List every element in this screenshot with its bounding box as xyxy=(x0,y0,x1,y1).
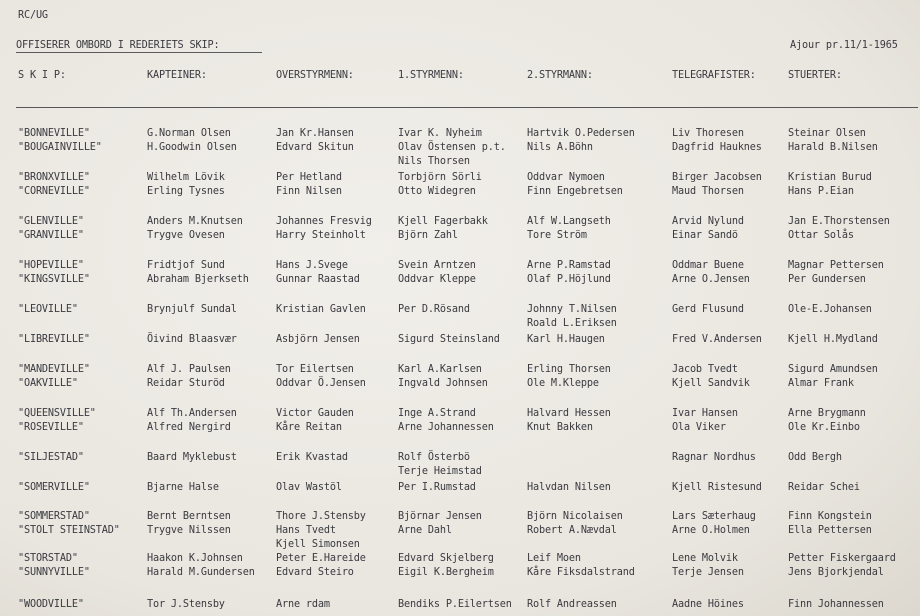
roster-row xyxy=(0,274,920,286)
roster-row xyxy=(0,553,920,565)
ship-cell: "HOPEVILLE" xyxy=(18,260,84,271)
first-mate-cell: Björn Zahl xyxy=(398,230,458,241)
ship-cell: "ROSEVILLE" xyxy=(18,422,84,433)
roster-row xyxy=(0,216,920,228)
ship-cell: "QUEENSVILLE" xyxy=(18,408,96,419)
header-first-mates: 1.STYRMENN: xyxy=(398,70,464,81)
radio-officer-cell: Terje Jensen xyxy=(672,567,744,578)
second-mate-cell: Erling Thorsen xyxy=(527,364,611,375)
ship-cell: "SOMMERSTAD" xyxy=(18,511,90,522)
roster-row xyxy=(0,128,920,140)
header-radio-officers: TELEGRAFISTER: xyxy=(672,70,756,81)
captain-cell: Alf J. Paulsen xyxy=(147,364,231,375)
radio-officer-cell: Lars Sæterhaug xyxy=(672,511,756,522)
radio-officer-cell: Oddmar Buene xyxy=(672,260,744,271)
ship-cell: "LEOVILLE" xyxy=(18,304,78,315)
roster-row xyxy=(0,186,920,198)
radio-officer-cell: Lene Molvik xyxy=(672,553,738,564)
chief-officer-cell: Olav Wastöl xyxy=(276,482,342,493)
header-captains: KAPTEINER: xyxy=(147,70,207,81)
radio-officer-cell: Arvid Nylund xyxy=(672,216,744,227)
steward-cell: Hans P.Eian xyxy=(788,186,854,197)
captain-cell: Harald M.Gundersen xyxy=(147,567,255,578)
chief-officer-cell: Kristian Gavlen xyxy=(276,304,366,315)
ship-cell: "MANDEVILLE" xyxy=(18,364,90,375)
chief-officer-cell: Kjell Simonsen xyxy=(276,539,360,550)
chief-officer-cell: Tor Eilertsen xyxy=(276,364,354,375)
roster-row xyxy=(0,230,920,242)
first-mate-cell: Terje Heimstad xyxy=(398,466,482,477)
captain-cell: Alf Th.Andersen xyxy=(147,408,237,419)
second-mate-cell: Halvard Hessen xyxy=(527,408,611,419)
roster-row xyxy=(0,539,920,551)
radio-officer-cell: Fred V.Andersen xyxy=(672,334,762,345)
second-mate-cell: Rolf Andreassen xyxy=(527,599,617,610)
chief-officer-cell: Hans Tvedt xyxy=(276,525,336,536)
ship-cell: "BOUGAINVILLE" xyxy=(18,142,102,153)
steward-cell: Harald B.Nilsen xyxy=(788,142,878,153)
first-mate-cell: Björnar Jensen xyxy=(398,511,482,522)
first-mate-cell: Svein Arntzen xyxy=(398,260,476,271)
ship-cell: "BONNEVILLE" xyxy=(18,128,90,139)
roster-row xyxy=(0,334,920,346)
roster-row xyxy=(0,567,920,579)
roster-row xyxy=(0,422,920,434)
first-mate-cell: Ingvald Johnsen xyxy=(398,378,488,389)
first-mate-cell: Arne Dahl xyxy=(398,525,452,536)
roster-row xyxy=(0,304,920,316)
second-mate-cell: Olaf P.Höjlund xyxy=(527,274,611,285)
steward-cell: Finn Kongstein xyxy=(788,511,872,522)
captain-cell: Tor J.Stensby xyxy=(147,599,225,610)
first-mate-cell: Eigil K.Bergheim xyxy=(398,567,494,578)
header-second-mates: 2.STYRMANN: xyxy=(527,70,593,81)
captain-cell: Anders M.Knutsen xyxy=(147,216,243,227)
radio-officer-cell: Arne O.Holmen xyxy=(672,525,750,536)
chief-officer-cell: Edvard Skitun xyxy=(276,142,354,153)
second-mate-cell: Finn Engebretsen xyxy=(527,186,623,197)
ship-cell: "SOMERVILLE" xyxy=(18,482,90,493)
radio-officer-cell: Kjell Ristesund xyxy=(672,482,762,493)
ship-cell: "STOLT STEINSTAD" xyxy=(18,525,120,536)
chief-officer-cell: Jan Kr.Hansen xyxy=(276,128,354,139)
steward-cell: Ella Pettersen xyxy=(788,525,872,536)
chief-officer-cell: Harry Steinholt xyxy=(276,230,366,241)
captain-cell: H.Goodwin Olsen xyxy=(147,142,237,153)
roster-row xyxy=(0,452,920,464)
first-mate-cell: Rolf Österbö xyxy=(398,452,470,463)
chief-officer-cell: Erik Kvastad xyxy=(276,452,348,463)
second-mate-cell: Ole M.Kleppe xyxy=(527,378,599,389)
chief-officer-cell: Hans J.Svege xyxy=(276,260,348,271)
document-title: OFFISERER OMBORD I REDERIETS SKIP: xyxy=(16,40,220,51)
chief-officer-cell: Victor Gauden xyxy=(276,408,354,419)
ship-cell: "SILJESTAD" xyxy=(18,452,84,463)
radio-officer-cell: Liv Thoresen xyxy=(672,128,744,139)
first-mate-cell: Nils Thorsen xyxy=(398,156,470,167)
chief-officer-cell: Arne rdam xyxy=(276,599,330,610)
captain-cell: Öivind Blaasvær xyxy=(147,334,237,345)
radio-officer-cell: Gerd Flusund xyxy=(672,304,744,315)
second-mate-cell: Karl H.Haugen xyxy=(527,334,605,345)
first-mate-cell: Torbjörn Sörli xyxy=(398,172,482,183)
ship-cell: "GLENVILLE" xyxy=(18,216,84,227)
captain-cell: Bjarne Halse xyxy=(147,482,219,493)
radio-officer-cell: Einar Sandö xyxy=(672,230,738,241)
column-headers xyxy=(0,70,920,82)
roster-row xyxy=(0,511,920,523)
captain-cell: Bernt Berntsen xyxy=(147,511,231,522)
first-mate-cell: Edvard Skjelberg xyxy=(398,553,494,564)
title-underline xyxy=(16,52,262,53)
ship-cell: "WOODVILLE" xyxy=(18,599,84,610)
chief-officer-cell: Kåre Reitan xyxy=(276,422,342,433)
chief-officer-cell: Oddvar Ö.Jensen xyxy=(276,378,366,389)
radio-officer-cell: Ola Viker xyxy=(672,422,726,433)
steward-cell: Almar Frank xyxy=(788,378,854,389)
steward-cell: Per Gundersen xyxy=(788,274,866,285)
captain-cell: G.Norman Olsen xyxy=(147,128,231,139)
first-mate-cell: Per I.Rumstad xyxy=(398,482,476,493)
chief-officer-cell: Peter E.Hareide xyxy=(276,553,366,564)
steward-cell: Reidar Schei xyxy=(788,482,860,493)
captain-cell: Alfred Nergird xyxy=(147,422,231,433)
ship-cell: "CORNEVILLE" xyxy=(18,186,90,197)
captain-cell: Trygve Ovesen xyxy=(147,230,225,241)
roster-row xyxy=(0,318,920,330)
chief-officer-cell: Asbjörn Jensen xyxy=(276,334,360,345)
steward-cell: Sigurd Amundsen xyxy=(788,364,878,375)
ship-cell: "OAKVILLE" xyxy=(18,378,78,389)
first-mate-cell: Oddvar Kleppe xyxy=(398,274,476,285)
steward-cell: Finn Johannessen xyxy=(788,599,884,610)
second-mate-cell: Björn Nicolaisen xyxy=(527,511,623,522)
ship-cell: "KINGSVILLE" xyxy=(18,274,90,285)
first-mate-cell: Karl A.Karlsen xyxy=(398,364,482,375)
ship-cell: "STORSTAD" xyxy=(18,553,78,564)
captain-cell: Abraham Bjerkseth xyxy=(147,274,249,285)
ship-cell: "SUNNYVILLE" xyxy=(18,567,90,578)
radio-officer-cell: Birger Jacobsen xyxy=(672,172,762,183)
second-mate-cell: Oddvar Nymoen xyxy=(527,172,605,183)
ship-cell: "BRONXVILLE" xyxy=(18,172,90,183)
second-mate-cell: Roald L.Eriksen xyxy=(527,318,617,329)
header-ship: S K I P: xyxy=(18,70,66,81)
first-mate-cell: Arne Johannessen xyxy=(398,422,494,433)
second-mate-cell: Hartvik O.Pedersen xyxy=(527,128,635,139)
steward-cell: Jens Bjorkjendal xyxy=(788,567,884,578)
captain-cell: Baard Myklebust xyxy=(147,452,237,463)
radio-officer-cell: Ivar Hansen xyxy=(672,408,738,419)
chief-officer-cell: Edvard Steiro xyxy=(276,567,354,578)
chief-officer-cell: Thore J.Stensby xyxy=(276,511,366,522)
second-mate-cell: Arne P.Ramstad xyxy=(527,260,611,271)
captain-cell: Reidar Sturöd xyxy=(147,378,225,389)
reference-code: RC/UG xyxy=(18,10,48,21)
second-mate-cell: Johnny T.Nilsen xyxy=(527,304,617,315)
radio-officer-cell: Aadne Höines xyxy=(672,599,744,610)
second-mate-cell: Robert A.Nævdal xyxy=(527,525,617,536)
radio-officer-cell: Arne O.Jensen xyxy=(672,274,750,285)
steward-cell: Arne Brygmann xyxy=(788,408,866,419)
roster-row xyxy=(0,364,920,376)
header-divider xyxy=(16,107,918,108)
captain-cell: Erling Tysnes xyxy=(147,186,225,197)
steward-cell: Magnar Pettersen xyxy=(788,260,884,271)
steward-cell: Ottar Solås xyxy=(788,230,854,241)
roster-row xyxy=(0,156,920,168)
captain-cell: Haakon K.Johnsen xyxy=(147,553,243,564)
header-stewards: STUERTER: xyxy=(788,70,842,81)
roster-row xyxy=(0,599,920,611)
first-mate-cell: Ivar K. Nyheim xyxy=(398,128,482,139)
updated-date: Ajour pr.11/1-1965 xyxy=(790,40,898,51)
roster-row xyxy=(0,408,920,420)
captain-cell: Wilhelm Lövik xyxy=(147,172,225,183)
roster-row xyxy=(0,482,920,494)
first-mate-cell: Otto Widegren xyxy=(398,186,476,197)
chief-officer-cell: Gunnar Raastad xyxy=(276,274,360,285)
chief-officer-cell: Finn Nilsen xyxy=(276,186,342,197)
captain-cell: Fridtjof Sund xyxy=(147,260,225,271)
first-mate-cell: Per D.Rösand xyxy=(398,304,470,315)
first-mate-cell: Sigurd Steinsland xyxy=(398,334,500,345)
steward-cell: Ole-E.Johansen xyxy=(788,304,872,315)
second-mate-cell: Halvdan Nilsen xyxy=(527,482,611,493)
chief-officer-cell: Per Hetland xyxy=(276,172,342,183)
second-mate-cell: Alf W.Langseth xyxy=(527,216,611,227)
radio-officer-cell: Dagfrid Hauknes xyxy=(672,142,762,153)
second-mate-cell: Tore Ström xyxy=(527,230,587,241)
roster-row xyxy=(0,260,920,272)
steward-cell: Ole Kr.Einbo xyxy=(788,422,860,433)
steward-cell: Kjell H.Mydland xyxy=(788,334,878,345)
second-mate-cell: Leif Moen xyxy=(527,553,581,564)
steward-cell: Odd Bergh xyxy=(788,452,842,463)
captain-cell: Brynjulf Sundal xyxy=(147,304,237,315)
first-mate-cell: Inge A.Strand xyxy=(398,408,476,419)
roster-row xyxy=(0,172,920,184)
steward-cell: Steinar Olsen xyxy=(788,128,866,139)
radio-officer-cell: Maud Thorsen xyxy=(672,186,744,197)
first-mate-cell: Kjell Fagerbakk xyxy=(398,216,488,227)
radio-officer-cell: Kjell Sandvik xyxy=(672,378,750,389)
second-mate-cell: Nils A.Böhn xyxy=(527,142,593,153)
first-mate-cell: Bendiks P.Eilertsen xyxy=(398,599,512,610)
roster-row xyxy=(0,525,920,537)
header-chief-officers: OVERSTYRMENN: xyxy=(276,70,354,81)
second-mate-cell: Knut Bakken xyxy=(527,422,593,433)
steward-cell: Petter Fiskergaard xyxy=(788,553,896,564)
second-mate-cell: Kåre Fiksdalstrand xyxy=(527,567,635,578)
radio-officer-cell: Jacob Tvedt xyxy=(672,364,738,375)
radio-officer-cell: Ragnar Nordhus xyxy=(672,452,756,463)
steward-cell: Kristian Burud xyxy=(788,172,872,183)
first-mate-cell: Olav Östensen p.t. xyxy=(398,142,506,153)
ship-cell: "GRANVILLE" xyxy=(18,230,84,241)
ship-cell: "LIBREVILLE" xyxy=(18,334,90,345)
roster-row xyxy=(0,142,920,154)
roster-row xyxy=(0,378,920,390)
roster-row xyxy=(0,466,920,478)
steward-cell: Jan E.Thorstensen xyxy=(788,216,890,227)
captain-cell: Trygve Nilssen xyxy=(147,525,231,536)
chief-officer-cell: Johannes Fresvig xyxy=(276,216,372,227)
